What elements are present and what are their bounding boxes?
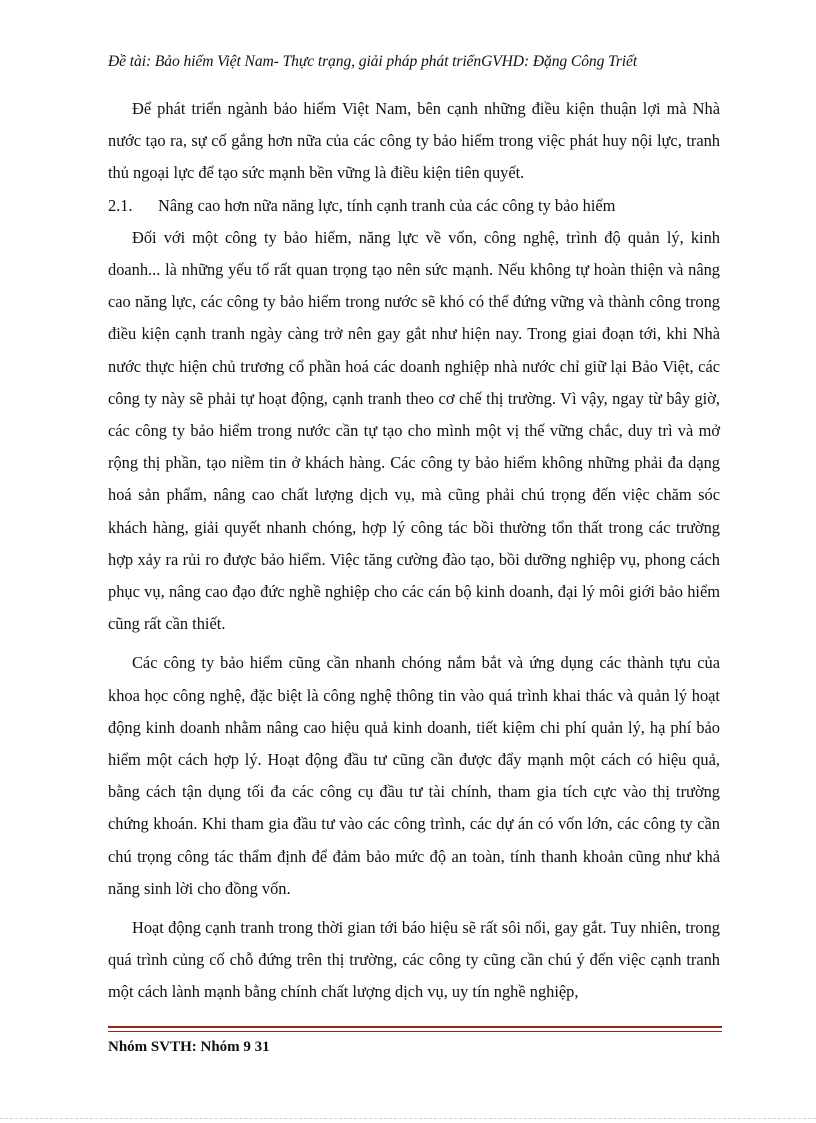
intro-paragraph: Để phát triển ngành bảo hiểm Việt Nam, bên cạnh những điều kiện thuận lợi mà Nhà nước tạo ra, sự cố gắng hơn nữa của các công ty bảo hiểm trong việc phát huy nội lực, tranh thủ ngoại lực để tạo sức mạnh bền vững là điều kiện tiên quyết. — [108, 99, 720, 183]
section-number: 2.1. — [108, 195, 133, 215]
footer-divider-thick — [108, 1026, 722, 1028]
page-boundary — [0, 1118, 816, 1119]
paragraph-competition: Hoạt động cạnh tranh trong thời gian tới báo hiệu sẽ rất sôi nổi, gay gắt. Tuy nhiên, trong quá trình củng cố chỗ đứng trên thị trường, các công ty cũng cần chú ý đến việc cạnh tranh một cách lành mạnh bằng chính chất lượng dịch vụ, uy tín nghề nghiệp, — [108, 918, 720, 1002]
paragraph-capacity: Đối với một công ty bảo hiểm, năng lực về vốn, công nghệ, trình độ quản lý, kinh doanh... là những yếu tố rất quan trọng tạo nên sức mạnh. Nếu không tự hoàn thiện và nâng cao năng lực, các công ty bảo hiểm trong nước sẽ khó có thể đứng vững và thành công trong điều kiện cạnh tranh ngày càng trở nên gay gắt như hiện nay. Trong giai đoạn tới, khi Nhà nước thực hiện chủ trương cổ phần hoá các doanh nghiệp nhà nước chỉ giữ lại Bảo Việt, các công ty này sẽ phải tự hoạt động, cạnh tranh theo cơ chế thị trường. Vì vậy, ngay từ bây giờ, các công ty bảo hiểm trong nước cần tự tạo cho mình một vị thế vững chắc, duy trì và mở rộng thị phần, tạo niềm tin ở khách hàng. Các công ty bảo hiểm không những phải đa dạng hoá sản phẩm, nâng cao chất lượng dịch vụ, mà cũng phải chú trọng đến việc chăm sóc khách hàng, giải quyết nhanh chóng, hợp lý công tác bồi thường tổn thất trong các trường hợp xảy ra rủi ro được bảo hiểm. Việc tăng cường đào tạo, bồi dưỡng nghiệp vụ, phong cách phục vụ, nâng cao đạo đức nghề nghiệp cho các cán bộ kinh doanh, đại lý môi giới bảo hiểm cũng rất cần thiết. — [108, 227, 720, 634]
section-heading — [108, 190, 720, 222]
document-body — [108, 93, 720, 1009]
running-header: Đề tài: Bảo hiểm Việt Nam- Thực trạng, giải pháp phát triểnGVHD: Đặng Công Triết — [108, 53, 638, 70]
running-footer: Nhóm SVTH: Nhóm 9 31 — [108, 1039, 270, 1055]
paragraph-technology: Các công ty bảo hiểm cũng cần nhanh chóng nắm bắt và ứng dụng các thành tựu của khoa học công nghệ, đặc biệt là công nghệ thông tin vào quá trình khai thác và quản lý hoạt động kinh doanh nhằm nâng cao hiệu quả kinh doanh, tiết kiệm chi phí quản lý, hạ phí bảo hiểm một cách hợp lý. Hoạt động đầu tư cũng cần được đẩy mạnh một cách có hiệu quả, bằng cách tận dụng tối đa các công cụ đầu tư tài chính, tham gia tích cực vào thị trường chứng khoán. Khi tham gia đầu tư vào các công trình, các dự án có vốn lớn, các công ty cần chú trọng công tác thẩm định để đảm bảo mức độ an toàn, tính thanh khoản cũng như khả năng sinh lời cho đồng vốn. — [108, 653, 720, 898]
footer-divider-thin — [108, 1031, 722, 1032]
section-title: Nâng cao hơn nữa năng lực, tính cạnh tranh của các công ty bảo hiểm — [158, 195, 616, 215]
